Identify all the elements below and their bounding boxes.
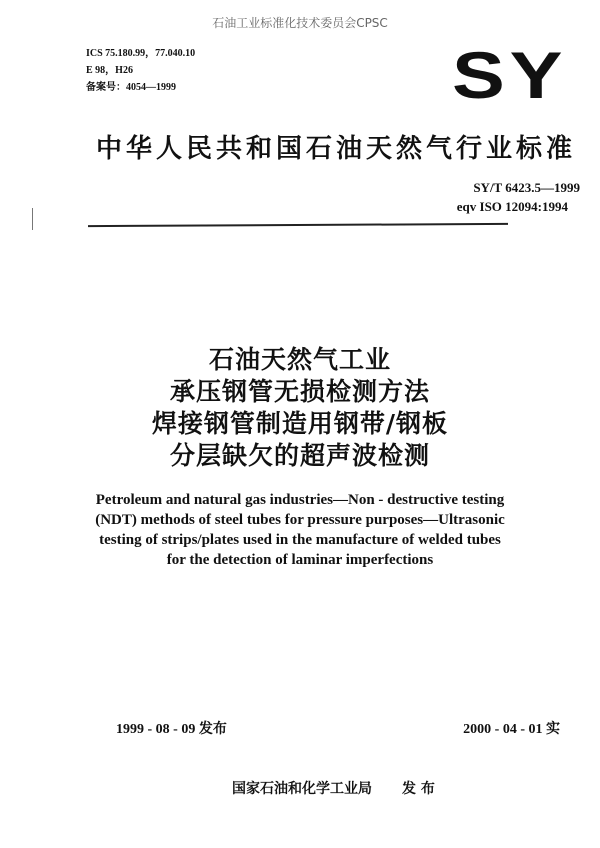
divider: [88, 223, 508, 227]
title-line-2: 承压钢管无损检测方法: [169, 377, 430, 406]
english-title: Petroleum and natural gas industries—Non - destructive testing (NDT) methods of steel tubes for pressure purposes—Ultrasonic testing of strips/plates used in the manufacture of welded tubes for the detection of laminar imperfections: [95, 492, 505, 568]
margin-mark: [32, 208, 33, 230]
standard-code: SY/T 6423.5—1999: [473, 180, 580, 195]
national-standard-title: 中华人民共和国石油天然气行业标准: [96, 134, 577, 164]
publish-label: 发 布: [402, 781, 435, 797]
sy-logo: SY: [452, 38, 568, 112]
equivalent-standard: eqv ISO 12094:1994: [456, 199, 568, 214]
watermark: 石油工业标准化技术委员会CPSC: [212, 16, 388, 30]
record-number: 备案号：4054—1999: [86, 82, 176, 93]
title-line-4: 分层缺欠的超声波检测: [169, 441, 430, 470]
title-line-1: 石油天然气工业: [208, 345, 391, 374]
issue-date: 1999 - 08 - 09 发布: [116, 722, 227, 737]
effective-date: 2000 - 04 - 01 实: [463, 722, 560, 737]
publisher: 国家石油和化学工业局: [232, 781, 372, 797]
title-line-3: 焊接钢管制造用钢带/钢板: [151, 409, 449, 438]
classification-code: E 98，H26: [86, 65, 133, 76]
ics-code: ICS 75.180.99，77.040.10: [86, 48, 196, 59]
